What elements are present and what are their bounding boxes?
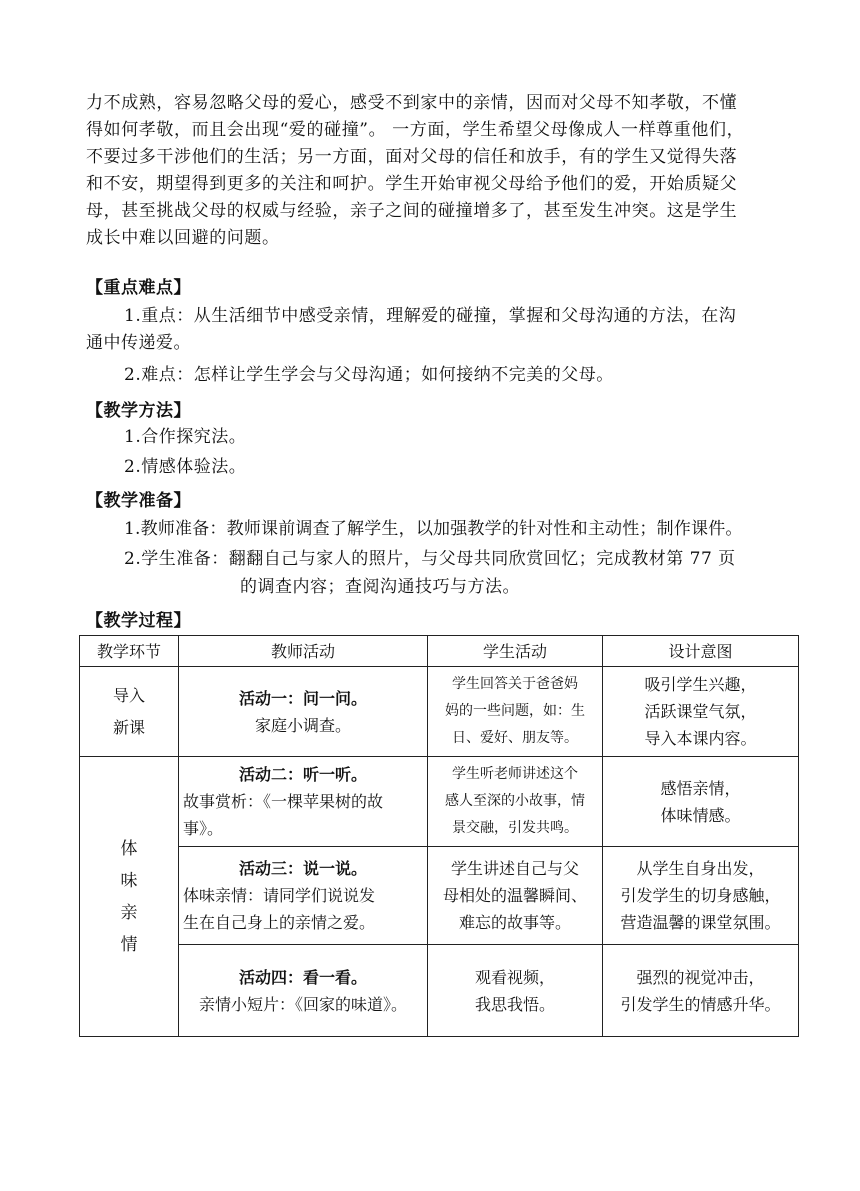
student-activity-line: 学生听老师讲述这个 <box>452 766 578 782</box>
teaching-process-table <box>79 635 799 1037</box>
student-activity-line: 学生回答关于爸爸妈 <box>452 676 578 692</box>
student-activity-cell <box>428 847 603 945</box>
teacher-activity-cell <box>179 847 428 945</box>
intent-line: 导入本课内容。 <box>644 729 757 748</box>
intro-line: 不要过多干涉他们的生活；另一方面，面对父母的信任和放手，有的学生又觉得失落 <box>86 147 738 167</box>
student-activity-line: 感人至深的小故事，情 <box>445 793 585 809</box>
activity-description: 家庭小调查。 <box>254 715 351 735</box>
intro-line: 和不安，期望得到更多的关注和呵护。学生开始审视父母给予他们的爱，开始质疑父 <box>86 174 738 194</box>
intro-line: 力不成熟，容易忽略父母的爱心，感受不到家中的亲情，因而对父母不知孝敬，不懂 <box>86 93 738 113</box>
table-row <box>80 945 799 1037</box>
stage-label: 新课 <box>112 717 145 737</box>
intro-paragraph <box>86 90 776 252</box>
stage-label: 导入 <box>112 685 145 705</box>
column-header: 设计意图 <box>603 636 799 667</box>
table-row <box>80 847 799 945</box>
student-activity-line: 我思我悟。 <box>474 994 555 1014</box>
activity-description: 事》。 <box>183 819 224 838</box>
intent-line: 体味情感。 <box>660 805 741 825</box>
student-activity-line: 学生讲述自己与父 <box>450 859 579 878</box>
method-1: 1.合作探究法。 <box>124 427 247 447</box>
intent-line: 活跃课堂气氛， <box>644 702 757 721</box>
intent-line: 从学生自身出发， <box>636 859 765 878</box>
student-activity-cell <box>428 945 603 1037</box>
key-points-heading: 【重点难点】 <box>86 278 191 298</box>
key-point-1-line-2: 通中传递爱。 <box>86 333 191 353</box>
stage-label: 味 <box>120 870 138 891</box>
key-point-1-line-1: 1.重点：从生活细节中感受亲情，理解爱的碰撞，掌握和父母沟通的方法，在沟 <box>124 306 737 326</box>
intent-line: 引发学生的情感升华。 <box>620 994 781 1014</box>
student-activity-cell <box>428 667 603 757</box>
activity-title: 活动二：听一听。 <box>238 765 367 784</box>
student-activity-line: 景交融，引发共鸣。 <box>452 820 578 836</box>
student-activity-line: 日、爱好、朋友等。 <box>452 730 578 746</box>
design-intent-cell <box>603 847 799 945</box>
stage-cell <box>80 667 179 757</box>
key-point-2: 2.难点：怎样让学生学会与父母沟通；如何接纳不完美的父母。 <box>124 365 614 385</box>
stage-label: 亲 <box>120 902 138 923</box>
design-intent-cell <box>603 945 799 1037</box>
column-header: 教师活动 <box>179 636 428 667</box>
design-intent-cell <box>603 667 799 757</box>
table-row <box>80 757 799 847</box>
activity-description: 体味亲情：请同学们说说发 <box>183 886 376 905</box>
teacher-activity-cell <box>179 757 428 847</box>
intent-line: 营造温馨的课堂氛围。 <box>620 913 781 932</box>
table-row <box>80 667 799 757</box>
intent-line: 吸引学生兴趣， <box>644 675 757 694</box>
activity-description: 亲情小短片：《回家的味道》。 <box>198 994 407 1014</box>
intent-line: 引发学生的切身感触， <box>620 886 781 905</box>
intro-line: 得如何孝敬，而且会出现“爱的碰撞”。 一方面，学生希望父母像成人一样尊重他们， <box>86 120 745 140</box>
intro-line: 母，甚至挑战父母的权威与经验，亲子之间的碰撞增多了，甚至发生冲突。这是学生 <box>86 201 738 221</box>
column-header: 学生活动 <box>428 636 603 667</box>
table-header-row <box>80 636 799 667</box>
preparation-2-line-2: 的调查内容；查阅沟通技巧与方法。 <box>240 577 520 597</box>
design-intent-cell <box>603 757 799 847</box>
intent-line: 感悟亲情， <box>660 778 741 798</box>
method-2: 2.情感体验法。 <box>124 457 247 477</box>
stage-cell <box>80 757 179 1037</box>
stage-label: 体 <box>120 838 138 859</box>
preparation-2-line-1: 2.学生准备：翻翻自己与家人的照片，与父母共同欣赏回忆；完成教材第 77 页 <box>124 549 736 569</box>
student-activity-line: 妈的一些问题，如：生 <box>445 703 585 719</box>
methods-heading: 【教学方法】 <box>86 401 191 421</box>
student-activity-line: 难忘的故事等。 <box>458 913 571 932</box>
activity-title: 活动一：问一问。 <box>238 688 367 708</box>
activity-description: 故事赏析：《一棵苹果树的故 <box>183 792 384 811</box>
activity-title: 活动三：说一说。 <box>238 859 367 878</box>
preparation-1: 1.教师准备：教师课前调查了解学生，以加强教学的针对性和主动性；制作课件。 <box>124 519 743 539</box>
student-activity-line: 观看视频， <box>474 967 555 987</box>
intro-line: 成长中难以回避的问题。 <box>86 228 280 248</box>
student-activity-line: 母相处的温馨瞬间、 <box>442 886 587 905</box>
activity-title: 活动四：看一看。 <box>238 967 367 987</box>
process-heading: 【教学过程】 <box>86 611 191 631</box>
preparation-heading: 【教学准备】 <box>86 491 191 511</box>
student-activity-cell <box>428 757 603 847</box>
column-header: 教学环节 <box>80 636 179 667</box>
teacher-activity-cell <box>179 945 428 1037</box>
stage-label: 情 <box>120 934 138 955</box>
teacher-activity-cell <box>179 667 428 757</box>
activity-description: 生在自己身上的亲情之爱。 <box>183 913 376 932</box>
intent-line: 强烈的视觉冲击， <box>636 967 765 987</box>
